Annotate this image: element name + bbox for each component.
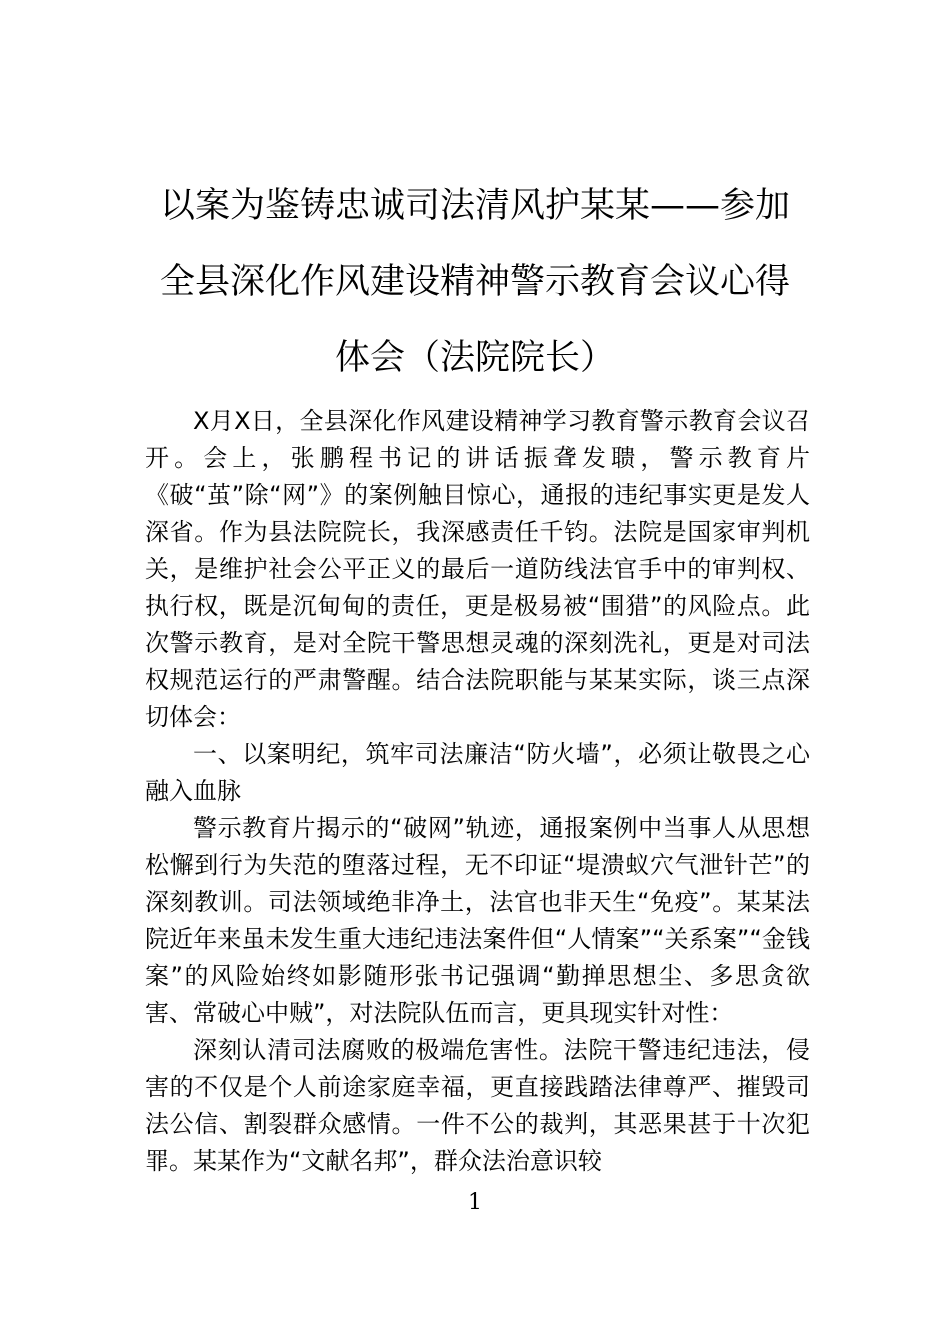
body-paragraph: 警示教育片揭示的“破网”轨迹，通报案例中当事人从思想松懈到行为失范的堕落过程，无不印证“堤溃蚁穴气泄针芒”的深刻教训。司法领域绝非净土，法官也非天生“免疫”。某某法院近年来虽未发生重大违纪违法案件但“人情案”“关系案”“金钱案”的风险始终如影随形张书记强调“勤掸思想尘、多思贪欲害、常破心中贼”，对法院队伍而言，更具现实针对性： (145, 814, 810, 1027)
intro-paragraph: X月X日，全县深化作风建设精神学习教育警示教育会议召开。会上，张鹏程书记的讲话振聋发聩，警示教育片《破“茧”除“网”》的案例触目惊心，通报的违纪事实更是发人深省。作为县法院院长，我深感责任千钧。法院是国家审判机关，是维护社会公平正义的最后一道防线法官手中的审判权、执行权，既是沉甸甸的责任，更是极易被“围猎”的风险点。此次警示教育，是对全院干警思想灵魂的深刻洗礼，更是对司法权规范运行的严肃警醒。结合法院职能与某某实际，谈三点深切体会： (145, 407, 810, 731)
title-line-3: 体会（法院院长） (334, 338, 615, 378)
body-paragraph: 深刻认清司法腐败的极端危害性。法院干警违纪违法，侵害的不仅是个人前途家庭幸福，更直接践踏法律尊严、摧毁司法公信、割裂群众感情。一件不公的裁判，其恶果甚于十次犯罪。某某作为“文献名邦”，群众法治意识较 (145, 1036, 810, 1175)
title-line-1: 以案为鉴铸忠诚司法清风护某某——参加 (159, 186, 790, 226)
page-number: 1 (468, 1190, 482, 1215)
document-title (145, 168, 805, 396)
section-heading-1: 一、以案明纪，筑牢司法廉洁“防火墙”，必须让敬畏之心融入血脉 (145, 740, 810, 805)
title-line-2: 全县深化作风建设精神警示教育会议心得 (159, 262, 790, 302)
document-body (145, 403, 810, 1180)
